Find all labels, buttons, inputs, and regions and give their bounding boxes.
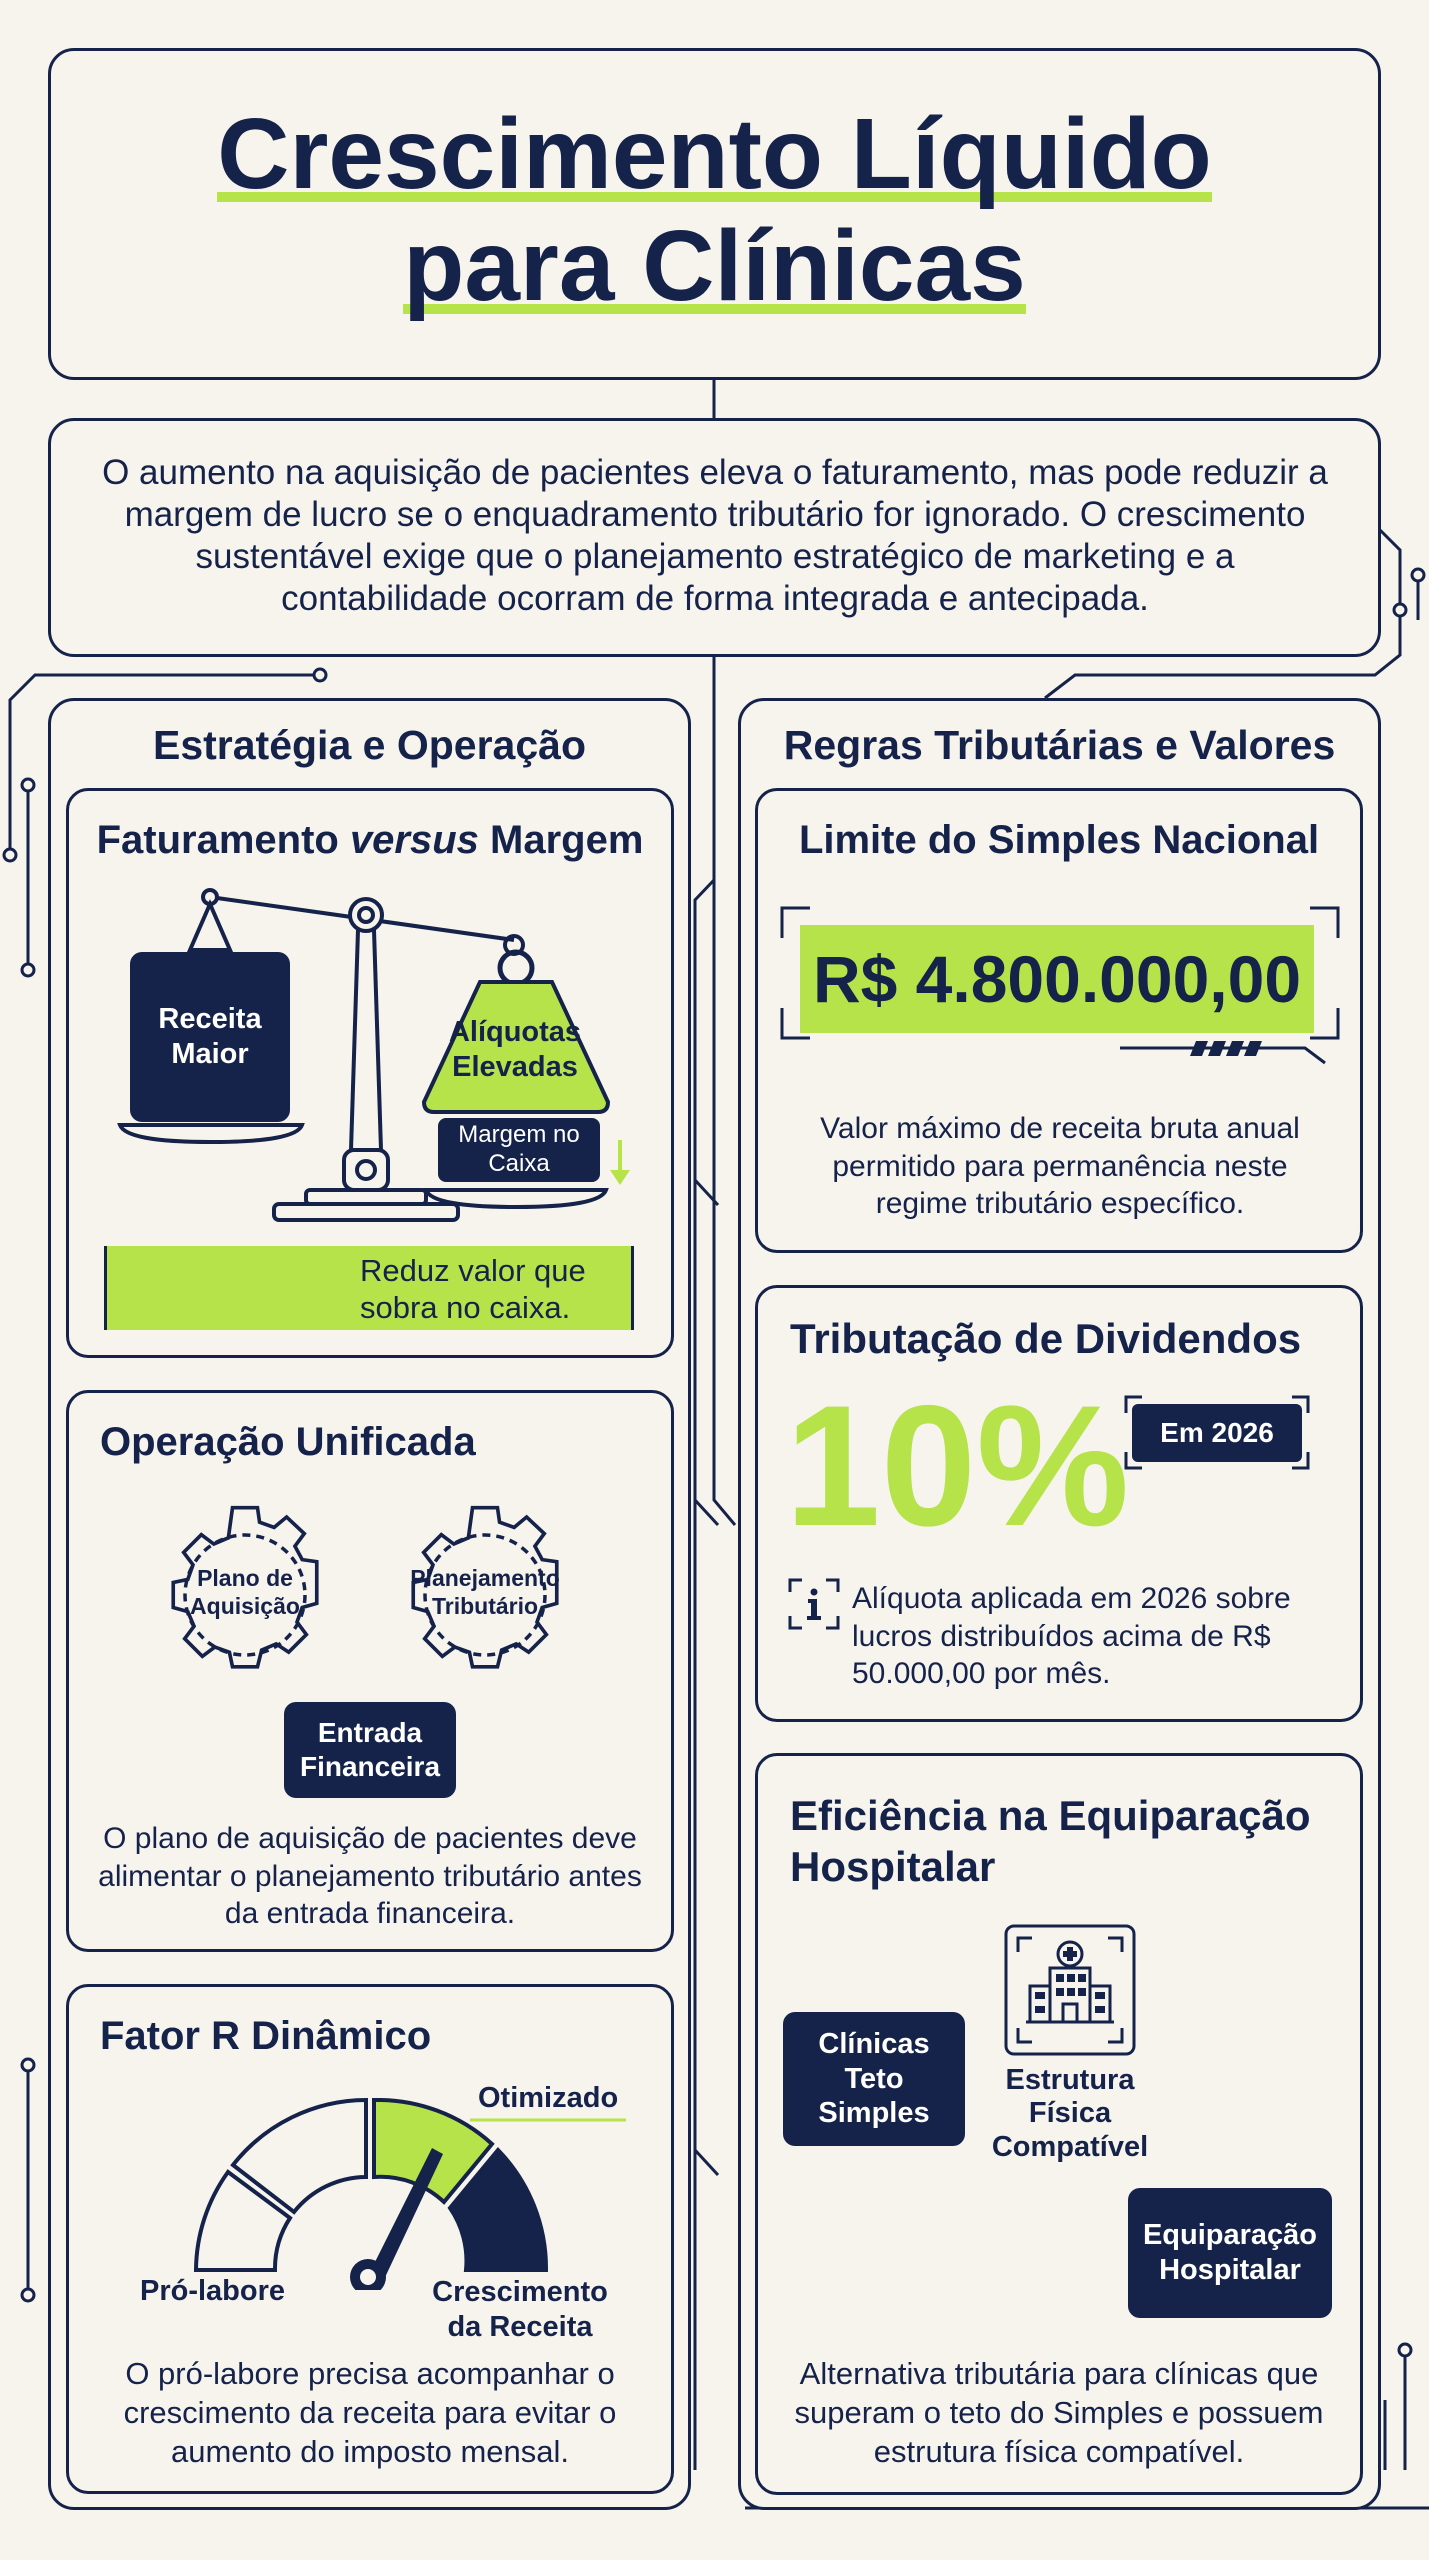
dividendos-title: Tributação de Dividendos: [790, 1315, 1302, 1362]
hospital-icon: [1004, 1924, 1136, 2056]
reduz-banner-text: Reduz valor que sobra no caixa.: [360, 1253, 586, 1326]
operacao-title: Operação Unificada: [100, 1420, 476, 1464]
intro-text: O aumento na aquisição de pacientes eleva o faturamento, mas pode reduzir a margem de lucro se o enquadramento tributário for ignorado. O crescimento sustentável exige que o planejamento estratégico de marketing e a contabilidade ocorram de forma integrada e antecipada.: [102, 453, 1328, 618]
clinicas-teto-block: Clínicas Teto Simples: [783, 2012, 965, 2146]
equiparacao-hospitalar-block: Equiparação Hospitalar: [1128, 2188, 1332, 2318]
gauge-label-pro-labore: Pró-labore: [140, 2275, 286, 2307]
estrutura-label: Estrutura Física Compatível: [991, 2064, 1149, 2163]
limite-value-box: [800, 925, 1314, 1033]
limite-text: Valor máximo de receita bruta anual permitido para permanência neste regime tributário específico.: [820, 1112, 1300, 1220]
aliquotas-label: Alíquotas Elevadas: [448, 1016, 582, 1083]
left-column-heading: Estratégia e Operação: [153, 722, 586, 768]
fator-r-title: Fator R Dinâmico: [100, 2014, 432, 2058]
title-line-2: para Clínicas: [403, 210, 1026, 322]
page-title: [48, 98, 1381, 322]
limite-value: R$ 4.800.000,00: [812, 942, 1302, 1016]
gear-label-plano: Plano de Aquisição: [190, 1565, 300, 1619]
entrada-financeira-block: Entrada Financeira: [284, 1702, 456, 1798]
dividendos-text: Alíquota aplicada em 2026 sobre lucros distribuídos acima de R$ 50.000,00 por mês.: [852, 1582, 1291, 1690]
equiparacao-title: Eficiência na Equiparação Hospitalar: [790, 1792, 1311, 1891]
faturamento-title: Faturamento versus Margem: [96, 818, 644, 862]
right-column-heading: Regras Tributárias e Valores: [783, 722, 1336, 768]
dividendos-percent: 10%: [785, 1370, 1130, 1562]
operacao-text: O plano de aquisição de pacientes deve alimentar o planejamento tributário antes da entrada financeira.: [98, 1822, 642, 1930]
gauge-label-otimizado: Otimizado: [478, 2082, 619, 2114]
limite-title: Limite do Simples Nacional: [798, 818, 1320, 862]
title-line-1: Crescimento Líquido: [217, 98, 1212, 210]
fator-r-text: O pró-labore precisa acompanhar o crescimento da receita para evitar o aumento do imposto mensal.: [123, 2356, 617, 2469]
gauge-label-crescimento: Crescimento da Receita: [432, 2276, 608, 2343]
equiparacao-text: Alternativa tributária para clínicas que superam o teto do Simples e possuem estrutura física compatível.: [794, 2356, 1324, 2469]
receita-maior-block: Receita Maior: [130, 952, 290, 1122]
margem-no-caixa-block: Margem no Caixa: [438, 1118, 600, 1182]
gear-label-planejamento: Planejamento Tributário: [410, 1565, 560, 1619]
info-icon: [788, 1578, 840, 1630]
em-2026-badge: Em 2026: [1132, 1404, 1302, 1462]
